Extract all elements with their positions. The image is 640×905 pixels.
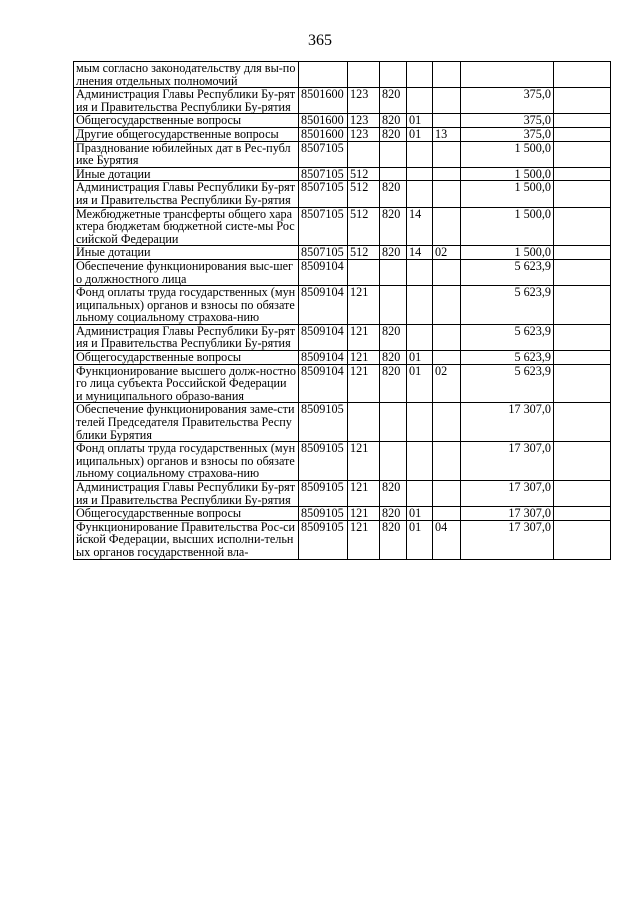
cell-amount: 5 623,9: [461, 286, 554, 325]
cell-subsection: [433, 167, 461, 181]
cell-amount: 1 500,0: [461, 181, 554, 207]
cell-name: Межбюджетные трансферты общего характера бюджетам бюджетной систе-мы Российской Федерации: [74, 207, 299, 246]
cell-expense-type: 512: [348, 246, 380, 260]
cell-subsection: 02: [433, 364, 461, 403]
cell-extra: [554, 364, 611, 403]
cell-amount: 1 500,0: [461, 207, 554, 246]
cell-expense-type: [348, 141, 380, 167]
cell-subsection: 04: [433, 520, 461, 559]
cell-target-article: 8509104: [299, 364, 348, 403]
cell-section: 01: [407, 507, 433, 521]
cell-expense-type: [348, 62, 380, 88]
cell-amount: 17 307,0: [461, 481, 554, 507]
cell-section: 01: [407, 520, 433, 559]
cell-section: [407, 324, 433, 350]
cell-expense-type: 121: [348, 442, 380, 481]
table-row: [74, 364, 611, 403]
cell-amount: 5 623,9: [461, 351, 554, 365]
cell-name: Фонд оплаты труда государственных (муниципальных) органов и взносы по обязательному социальному страхова-нию: [74, 286, 299, 325]
cell-section: [407, 181, 433, 207]
cell-name: Другие общегосударственные вопросы: [74, 127, 299, 141]
cell-admin-code: [380, 403, 407, 442]
cell-section: [407, 442, 433, 481]
cell-expense-type: [348, 259, 380, 285]
cell-target-article: 8509104: [299, 286, 348, 325]
cell-admin-code: 820: [380, 351, 407, 365]
cell-amount: [461, 62, 554, 88]
cell-name: Обеспечение функционирования выс-шего должностного лица: [74, 259, 299, 285]
cell-extra: [554, 351, 611, 365]
cell-expense-type: [348, 403, 380, 442]
cell-admin-code: [380, 62, 407, 88]
cell-extra: [554, 62, 611, 88]
cell-extra: [554, 181, 611, 207]
cell-expense-type: 121: [348, 520, 380, 559]
cell-section: [407, 403, 433, 442]
table-row: [74, 181, 611, 207]
cell-expense-type: 121: [348, 507, 380, 521]
cell-subsection: [433, 481, 461, 507]
cell-extra: [554, 286, 611, 325]
table-row: [74, 259, 611, 285]
cell-admin-code: [380, 259, 407, 285]
cell-target-article: 8509105: [299, 442, 348, 481]
cell-name: Празднование юбилейных дат в Рес-публике Бурятия: [74, 141, 299, 167]
cell-section: [407, 259, 433, 285]
cell-target-article: [299, 62, 348, 88]
cell-admin-code: 820: [380, 207, 407, 246]
cell-extra: [554, 507, 611, 521]
cell-name: Администрация Главы Республики Бу-рятия и Правительства Республики Бу-рятия: [74, 481, 299, 507]
cell-extra: [554, 520, 611, 559]
cell-extra: [554, 246, 611, 260]
cell-expense-type: 121: [348, 351, 380, 365]
cell-amount: 1 500,0: [461, 246, 554, 260]
cell-admin-code: 820: [380, 520, 407, 559]
cell-subsection: 02: [433, 246, 461, 260]
cell-section: [407, 88, 433, 114]
cell-target-article: 8501600: [299, 127, 348, 141]
cell-expense-type: 121: [348, 364, 380, 403]
cell-admin-code: 820: [380, 481, 407, 507]
cell-amount: 375,0: [461, 114, 554, 128]
table-row: [74, 351, 611, 365]
cell-subsection: [433, 141, 461, 167]
cell-amount: 5 623,9: [461, 259, 554, 285]
cell-target-article: 8509105: [299, 403, 348, 442]
cell-expense-type: 121: [348, 286, 380, 325]
table-row: [74, 481, 611, 507]
cell-target-article: 8501600: [299, 88, 348, 114]
cell-subsection: [433, 259, 461, 285]
cell-subsection: [433, 62, 461, 88]
cell-target-article: 8509104: [299, 351, 348, 365]
table-row: [74, 141, 611, 167]
cell-extra: [554, 324, 611, 350]
cell-target-article: 8507105: [299, 246, 348, 260]
cell-name: Обеспечение функционирования заме-стителей Председателя Правительства Республики Бурятия: [74, 403, 299, 442]
cell-admin-code: [380, 167, 407, 181]
cell-subsection: [433, 507, 461, 521]
cell-amount: 375,0: [461, 127, 554, 141]
cell-subsection: [433, 403, 461, 442]
table-row: [74, 246, 611, 260]
cell-target-article: 8509104: [299, 324, 348, 350]
cell-target-article: 8509105: [299, 520, 348, 559]
cell-name: Иные дотации: [74, 167, 299, 181]
cell-amount: 1 500,0: [461, 167, 554, 181]
cell-admin-code: 820: [380, 114, 407, 128]
cell-admin-code: [380, 442, 407, 481]
cell-name: Общегосударственные вопросы: [74, 351, 299, 365]
cell-name: Фонд оплаты труда государственных (муниципальных) органов и взносы по обязательному социальному страхова-нию: [74, 442, 299, 481]
cell-target-article: 8509105: [299, 507, 348, 521]
table-row: [74, 88, 611, 114]
cell-section: [407, 62, 433, 88]
cell-expense-type: 121: [348, 324, 380, 350]
cell-section: 01: [407, 351, 433, 365]
cell-extra: [554, 442, 611, 481]
cell-admin-code: [380, 141, 407, 167]
cell-subsection: [433, 442, 461, 481]
cell-amount: 17 307,0: [461, 507, 554, 521]
cell-target-article: 8507105: [299, 181, 348, 207]
cell-target-article: 8509105: [299, 481, 348, 507]
cell-extra: [554, 88, 611, 114]
cell-amount: 5 623,9: [461, 364, 554, 403]
table-row: [74, 507, 611, 521]
cell-target-article: 8507105: [299, 167, 348, 181]
cell-section: 01: [407, 114, 433, 128]
cell-extra: [554, 207, 611, 246]
cell-amount: 17 307,0: [461, 442, 554, 481]
cell-section: 14: [407, 207, 433, 246]
cell-target-article: 8501600: [299, 114, 348, 128]
table-row: [74, 324, 611, 350]
cell-subsection: [433, 324, 461, 350]
cell-extra: [554, 167, 611, 181]
cell-name: Общегосударственные вопросы: [74, 114, 299, 128]
table-row: [74, 167, 611, 181]
cell-section: [407, 481, 433, 507]
cell-name: Функционирование высшего долж-ностного лица субъекта Российской Федерации и муниципального образо-вания: [74, 364, 299, 403]
cell-target-article: 8509104: [299, 259, 348, 285]
cell-extra: [554, 259, 611, 285]
cell-amount: 17 307,0: [461, 520, 554, 559]
cell-section: [407, 141, 433, 167]
table-row: [74, 207, 611, 246]
cell-extra: [554, 403, 611, 442]
cell-amount: 17 307,0: [461, 403, 554, 442]
cell-admin-code: 820: [380, 364, 407, 403]
cell-name: Иные дотации: [74, 246, 299, 260]
cell-name: Функционирование Правительства Рос-сийской Федерации, высших исполни-тельных органов государственной вла-: [74, 520, 299, 559]
cell-expense-type: 512: [348, 181, 380, 207]
cell-section: 01: [407, 127, 433, 141]
cell-section: [407, 286, 433, 325]
cell-amount: 5 623,9: [461, 324, 554, 350]
cell-section: 01: [407, 364, 433, 403]
cell-amount: 375,0: [461, 88, 554, 114]
cell-admin-code: 820: [380, 507, 407, 521]
cell-subsection: [433, 351, 461, 365]
cell-expense-type: 512: [348, 167, 380, 181]
table-row: [74, 442, 611, 481]
cell-expense-type: 123: [348, 88, 380, 114]
page-number: 365: [308, 32, 332, 49]
budget-table: [73, 61, 611, 560]
cell-admin-code: [380, 286, 407, 325]
cell-extra: [554, 481, 611, 507]
table-row: [74, 127, 611, 141]
cell-expense-type: 121: [348, 481, 380, 507]
cell-target-article: 8507105: [299, 141, 348, 167]
cell-extra: [554, 141, 611, 167]
cell-target-article: 8507105: [299, 207, 348, 246]
cell-name: мым согласно законодательству для вы-полнения отдельных полномочий: [74, 62, 299, 88]
cell-name: Администрация Главы Республики Бу-рятия и Правительства Республики Бу-рятия: [74, 324, 299, 350]
table-row: [74, 520, 611, 559]
table-row: [74, 114, 611, 128]
cell-admin-code: 820: [380, 181, 407, 207]
cell-subsection: [433, 88, 461, 114]
table-row: [74, 62, 611, 88]
cell-subsection: 13: [433, 127, 461, 141]
cell-name: Администрация Главы Республики Бу-рятия и Правительства Республики Бу-рятия: [74, 181, 299, 207]
cell-expense-type: 512: [348, 207, 380, 246]
cell-admin-code: 820: [380, 246, 407, 260]
cell-expense-type: 123: [348, 114, 380, 128]
cell-admin-code: 820: [380, 127, 407, 141]
cell-subsection: [433, 114, 461, 128]
cell-extra: [554, 127, 611, 141]
table-row: [74, 286, 611, 325]
cell-extra: [554, 114, 611, 128]
cell-amount: 1 500,0: [461, 141, 554, 167]
cell-subsection: [433, 181, 461, 207]
cell-subsection: [433, 286, 461, 325]
cell-section: [407, 167, 433, 181]
cell-name: Общегосударственные вопросы: [74, 507, 299, 521]
cell-admin-code: 820: [380, 88, 407, 114]
cell-admin-code: 820: [380, 324, 407, 350]
cell-subsection: [433, 207, 461, 246]
cell-section: 14: [407, 246, 433, 260]
cell-expense-type: 123: [348, 127, 380, 141]
cell-name: Администрация Главы Республики Бу-рятия и Правительства Республики Бу-рятия: [74, 88, 299, 114]
table-row: [74, 403, 611, 442]
